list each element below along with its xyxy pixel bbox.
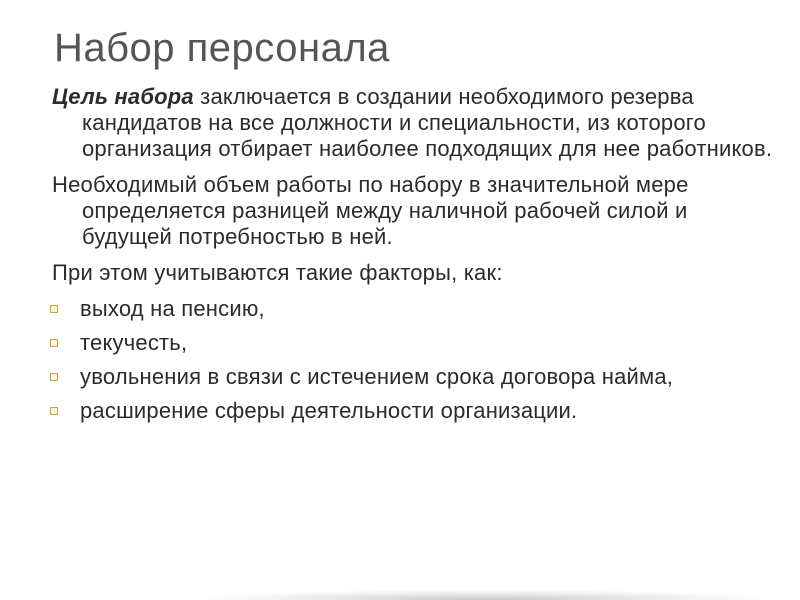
factor-item-turnover bbox=[80, 330, 770, 356]
hollow-square-bullet-icon bbox=[50, 373, 58, 381]
factor-text: выход на пенсию, bbox=[80, 296, 265, 321]
factor-item-contract-expiry bbox=[80, 364, 770, 390]
slide-bottom-shadow bbox=[210, 590, 760, 600]
recruitment-goal-paragraph bbox=[52, 84, 782, 162]
hollow-square-bullet-icon bbox=[50, 407, 58, 415]
factor-text: расширение сферы деятельности организации. bbox=[80, 398, 578, 423]
factor-text: увольнения в связи с истечением срока договора найма, bbox=[80, 364, 674, 389]
factor-text: текучесть, bbox=[80, 330, 188, 355]
factor-item-expansion bbox=[80, 398, 770, 424]
hollow-square-bullet-icon bbox=[50, 305, 58, 313]
slide-body bbox=[0, 84, 800, 424]
slide-title: Набор персонала bbox=[54, 26, 390, 70]
recruitment-goal-text: заключается в создании необходимого резерва кандидатов на все должности и специальности, из которого организация отбирает наиболее подходящих для нее работников. bbox=[82, 84, 773, 161]
recruitment-goal-term: Цель набора bbox=[52, 84, 194, 109]
factor-item-retirement bbox=[80, 296, 770, 322]
hollow-square-bullet-icon bbox=[50, 339, 58, 347]
recruitment-volume-paragraph: Необходимый объем работы по набору в значительной мере определяется разницей между наличной рабочей силой и будущей потребностью в ней. bbox=[52, 172, 689, 249]
factors-intro: При этом учитываются такие факторы, как: bbox=[52, 260, 503, 285]
